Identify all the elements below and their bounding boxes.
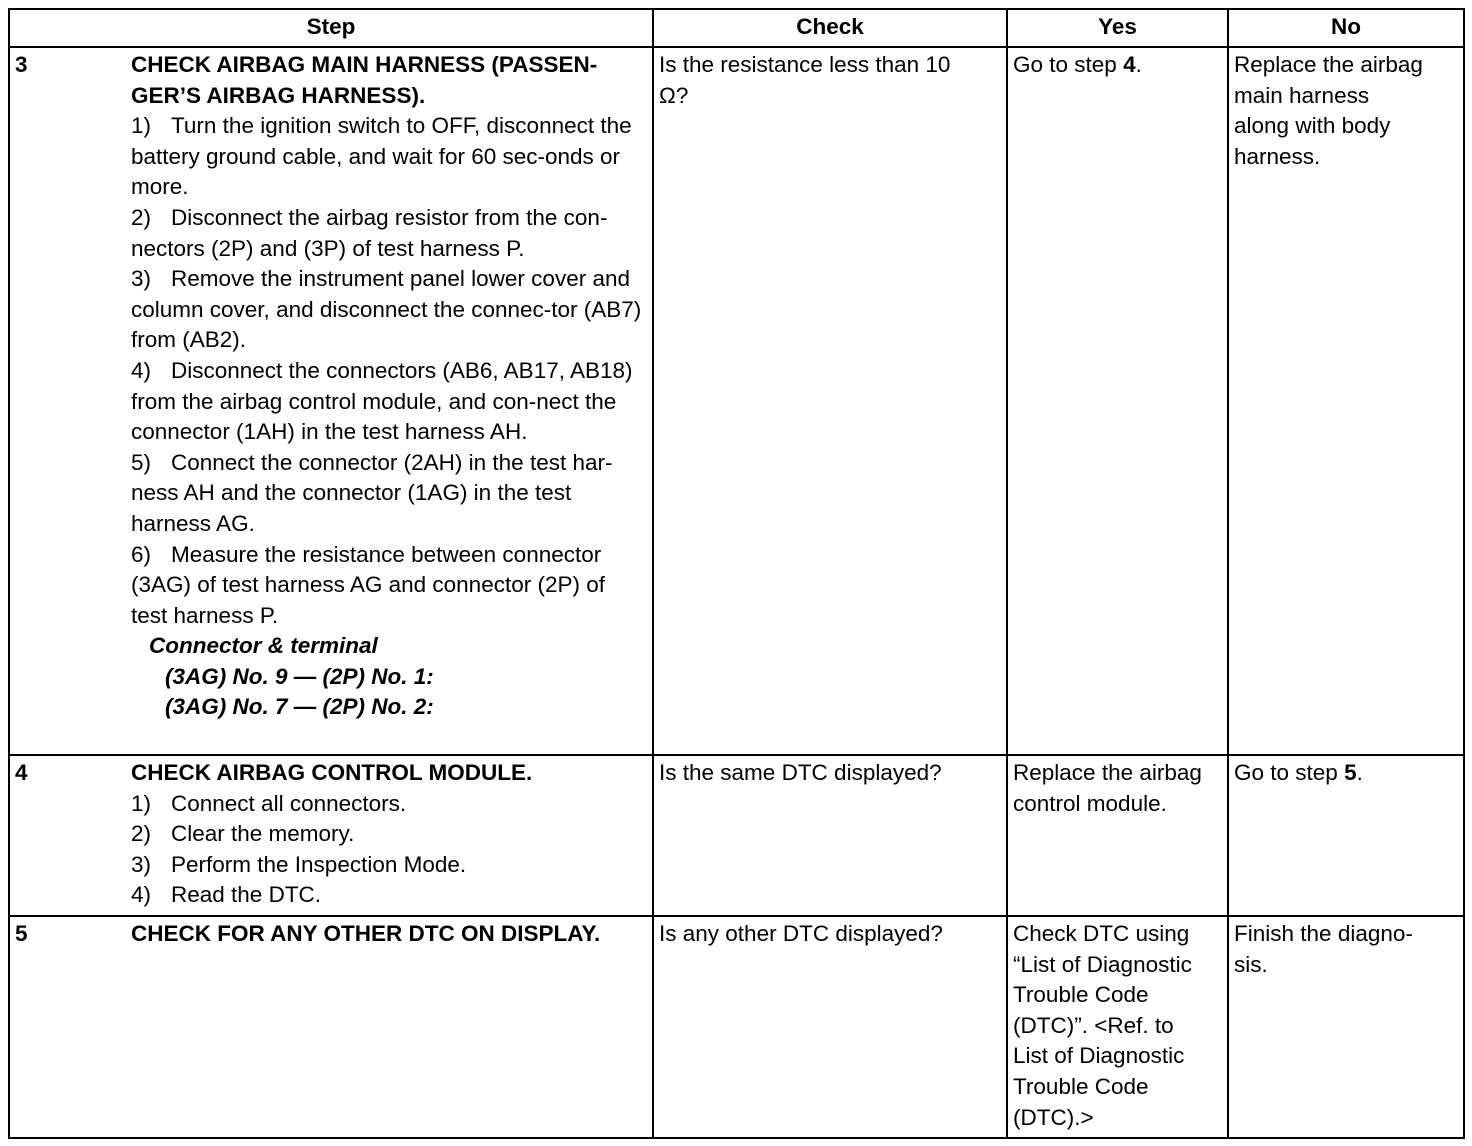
step-number: 4 (9, 755, 126, 916)
spec-title: Connector & terminal (149, 633, 378, 659)
header-no: No (1228, 9, 1464, 47)
step-cell (126, 47, 653, 755)
yes-cell: Go to step 4. (1007, 47, 1228, 755)
check-cell: Is the same DTC displayed? (653, 755, 1007, 916)
spec-line: (3AG) No. 9 — (2P) No. 1: (165, 663, 434, 689)
step-ref: 4 (1123, 52, 1136, 77)
step-title: CHECK FOR ANY OTHER DTC ON DISPLAY. (131, 920, 601, 946)
substep: 2) Disconnect the airbag resistor from the con-nectors (2P) and (3P) of test harness P. (131, 204, 608, 261)
yes-cell: Replace the airbag control module. (1007, 755, 1228, 916)
table-row (9, 755, 1464, 916)
step-number: 5 (9, 916, 126, 1138)
header-yes: Yes (1007, 9, 1228, 47)
substep: 4) Read the DTC. (131, 882, 322, 908)
step-cell (126, 916, 653, 1138)
step-number: 3 (9, 47, 126, 755)
header-step: Step (9, 9, 653, 47)
no-cell: Replace the airbag main harness along with body harness. (1228, 47, 1464, 755)
no-cell: Go to step 5. (1228, 755, 1464, 916)
check-cell: Is any other DTC displayed? (653, 916, 1007, 1138)
substep: 4) Disconnect the connectors (AB6, AB17, AB18) from the airbag control module, and con-nect the connector (1AH) in the test harness AH. (131, 357, 633, 445)
substep: 3) Remove the instrument panel lower cover and column cover, and disconnect the connec-tor (AB7) from (AB2). (131, 266, 642, 353)
substep: 6) Measure the resistance between connector (3AG) of test harness AG and connector (2P) of test harness P. (131, 541, 605, 628)
step-title-cont: GER’S AIRBAG HARNESS). (131, 82, 426, 108)
step-title: CHECK AIRBAG CONTROL MODULE. (131, 760, 533, 785)
substep: 1) Connect all connectors. (131, 790, 407, 816)
step-title: CHECK AIRBAG MAIN HARNESS (PASSEN- (131, 52, 598, 77)
table-row (9, 47, 1464, 755)
substep: 2) Clear the memory. (131, 821, 355, 847)
yes-cell: Check DTC using “List of Diagnostic Trouble Code (DTC)”. <Ref. to List of Diagnostic Trouble Code (DTC).> (1007, 916, 1228, 1138)
diagnostic-table (8, 8, 1465, 1139)
no-cell: Finish the diagno- sis. (1228, 916, 1464, 1138)
check-cell: Is the resistance less than 10 Ω? (653, 47, 1007, 755)
substep: 3) Perform the Inspection Mode. (131, 851, 467, 877)
step-ref: 5 (1344, 760, 1357, 785)
substep: 1) Turn the ignition switch to OFF, disconnect the battery ground cable, and wait for 60 sec-onds or more. (131, 113, 632, 200)
spec-line: (3AG) No. 7 — (2P) No. 2: (165, 694, 434, 720)
table-row (9, 916, 1464, 1138)
header-row (9, 9, 1464, 47)
header-check: Check (653, 9, 1007, 47)
step-cell (126, 755, 653, 916)
substep: 5) Connect the connector (2AH) in the test har-ness AH and the connector (1AG) in the test harness AG. (131, 449, 613, 536)
